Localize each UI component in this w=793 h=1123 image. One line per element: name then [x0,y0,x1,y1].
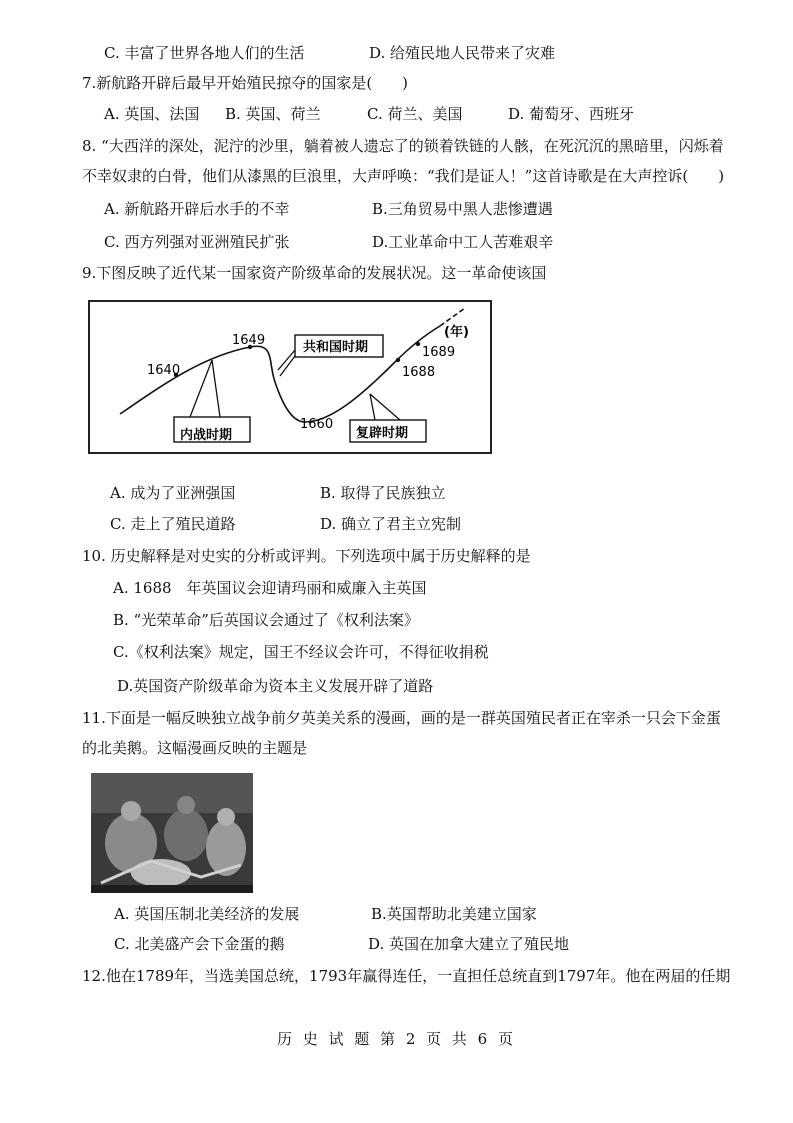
civil-war-pointer [190,360,220,417]
label-republic: 共和国时期 [303,340,369,355]
q8-option-b: B.三角贸易中黑人悲惨遭遇 [372,200,553,218]
q8-stem-line2: 不幸奴隶的白骨，他们从漆黑的巨浪里，大声呼唤：“我们是证人！”这首诗歌是在大声控诉( ) [82,167,725,185]
q9-option-c: C. 走上了殖民道路 [110,515,236,533]
republic-pointer [278,350,295,376]
label-1640: 1640 [147,363,181,378]
q6-option-c: C. 丰富了世界各地人们的生活 [104,44,305,62]
label-year-unit: (年) [444,325,469,340]
label-1689: 1689 [422,345,456,360]
q8-option-c: C. 西方列强对亚洲殖民扩张 [104,233,290,251]
point-1689 [416,342,420,346]
q11-option-b: B.英国帮助北美建立国家 [371,905,537,923]
label-1649: 1649 [232,333,266,348]
point-1688 [396,358,400,362]
q7-option-b: B. 英国、荷兰 [225,105,321,123]
q8-stem-line1: 8. “大西洋的深处，泥泞的沙里，躺着被人遗忘了的锁着铁链的人骸，在死沉沉的黑暗里，闪烁着 [82,137,724,155]
q7-option-d: D. 葡萄牙、西班牙 [508,105,635,123]
label-civil-war: 内战时期 [180,428,233,443]
q11-option-c: C. 北美盛产会下金蛋的鹅 [114,935,285,953]
q9-stem: 9.下图反映了近代某一国家资产阶级革命的发展状况。这一革命使该国 [82,264,547,282]
q7-option-c: C. 荷兰、美国 [367,105,463,123]
q10-option-a: A. 1688 年英国议会迎请玛丽和威廉入主英国 [113,579,427,597]
q10-option-d: D.英国资产阶级革命为资本主义发展开辟了道路 [117,677,434,695]
q10-option-b: B. “光荣革命”后英国议会通过了《权利法案》 [113,611,419,629]
q7-option-a: A. 英国、法国 [104,105,200,123]
restoration-pointer [370,394,400,420]
label-1688: 1688 [402,365,436,380]
q9-option-d: D. 确立了君主立宪制 [320,515,462,533]
q10-option-c: C.《权利法案》规定，国王不经议会许可，不得征收捐税 [113,643,489,661]
q11-option-a: A. 英国压制北美经济的发展 [114,905,300,923]
label-1660: 1660 [300,417,334,432]
revolution-timeline-svg [90,302,490,452]
q6-option-d: D. 给殖民地人民带来了灾难 [369,44,556,62]
q11-stem-line1: 11.下面是一幅反映独立战争前夕英美关系的漫画，画的是一群英国殖民者正在宰杀一只会下金蛋 [82,709,721,727]
page-footer: 历 史 试 题 第 2 页 共 6 页 [276,1030,516,1048]
goose-cartoon-image [91,773,253,893]
q9-option-b: B. 取得了民族独立 [320,484,446,502]
q11-option-d: D. 英国在加拿大建立了殖民地 [368,935,570,953]
q9-option-a: A. 成为了亚洲强国 [110,484,236,502]
revolution-timeline-diagram [88,300,492,454]
label-restoration: 复辟时期 [356,426,409,441]
q12-stem: 12.他在1789年，当选美国总统，1793年赢得连任，一直担任总统直到1797年。他在两届的任期 [82,967,731,985]
q8-option-a: A. 新航路开辟后水手的不幸 [104,200,290,218]
timeline-dashed-extension [440,308,465,326]
q11-stem-line2: 的北美鹅。这幅漫画反映的主题是 [82,739,308,757]
q10-stem: 10. 历史解释是对史实的分析或评判。下列选项中属于历史解释的是 [82,547,531,565]
q7-stem: 7.新航路开辟后最早开始殖民掠夺的国家是( ) [82,74,409,92]
q8-option-d: D.工业革命中工人苦难艰辛 [372,233,554,251]
